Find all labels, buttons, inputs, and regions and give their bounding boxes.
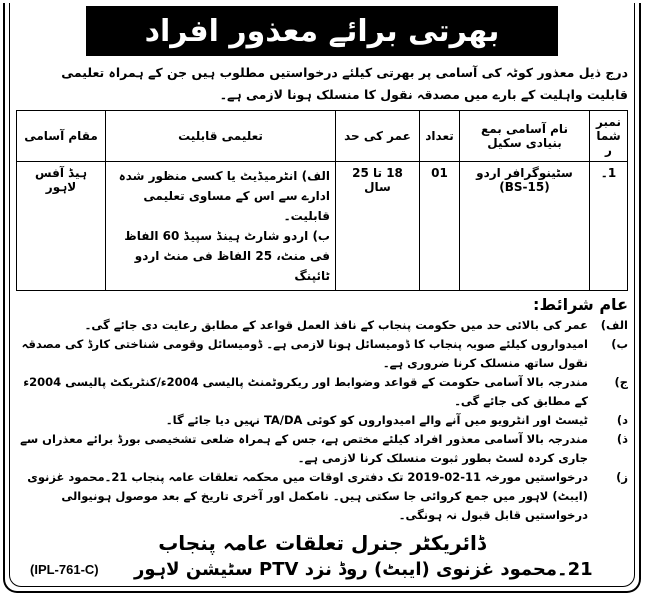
header-location: مقام آسامی <box>17 111 106 162</box>
ad-border <box>3 3 641 593</box>
header-serial: نمبر شمار <box>590 111 628 162</box>
cell-serial: 1۔ <box>590 162 628 291</box>
table-row <box>17 162 628 291</box>
vacancy-table <box>16 110 628 291</box>
condition-item <box>16 373 628 411</box>
signature-title: ڈائریکٹر جنرل تعلقات عامہ پنجاب <box>158 531 486 555</box>
qualification-b: ب) اردو شارٹ ہینڈ سپیڈ 60 الفاظ فی منٹ، 25 الفاظ فی منٹ اردو ٹائپنگ <box>124 229 330 283</box>
header-qualification: تعلیمی قابلیت <box>106 111 336 162</box>
table-header-row <box>17 111 628 162</box>
condition-item <box>16 316 628 335</box>
qualification-a: الف) انٹرمیڈیٹ یا کسی منظور شدہ ادارے سے اس کے مساوی تعلیمی قابلیت۔ <box>118 169 330 223</box>
condition-text: امیدواروں کیلئے صوبہ پنجاب کا ڈومیسائل ہونا لازمی ہے۔ ڈومیسائل وقومی شناختی کارڈ کی مصدقہ نقول ساتھ منسلک کرنا ضروری ہے۔ <box>21 337 588 370</box>
cell-count: 01 <box>420 162 460 291</box>
ad-inner-border <box>9 3 635 587</box>
ad-title: بھرتی برائے معذور افراد <box>86 6 558 56</box>
condition-label: ب) <box>611 337 628 351</box>
header-count: تعداد <box>420 111 460 162</box>
header-post: نام آسامی بمع بنیادی سکیل <box>460 111 590 162</box>
condition-item <box>16 430 628 468</box>
condition-text: مندرجہ بالا آسامی حکومت کے قواعد وضوابط اور ریکروٹمنٹ پالیسی 2004ء/کنٹریکٹ پالیسی 2004ء کے مطابق کی جائے گی۔ <box>23 375 588 408</box>
cell-qualification <box>106 162 336 291</box>
general-conditions <box>16 295 628 525</box>
condition-label: الف) <box>600 318 628 332</box>
condition-item <box>16 411 628 430</box>
condition-item <box>16 468 628 525</box>
footer-row <box>16 559 628 580</box>
condition-label: ذ) <box>616 432 628 446</box>
condition-text: مندرجہ بالا آسامی معذور افراد کیلئے مختص ہے، جس کے ہمراہ ضلعی تشخیصی بورڈ برائے معذراں سے جاری کردہ لسٹ بطور ثبوت منسلک کرنا لازمی ہے۔ <box>20 432 588 465</box>
cell-location: ہیڈ آفس لاہور <box>17 162 106 291</box>
condition-label: د) <box>616 413 628 427</box>
condition-text: ٹیسٹ اور انٹرویو میں آنے والے امیدواروں کو کوئی TA/DA نہیں دیا جائے گا۔ <box>165 413 588 427</box>
intro-text: درج ذیل معذور کوٹہ کی آسامی پر بھرتی کیلئے درخواستیں مطلوب ہیں جن کے ہمراہ تعلیمی قابلیت واہلیت کے بارے میں مصدقہ نقول کا منسلک ہونا لازمی ہے۔ <box>61 65 628 102</box>
condition-text: درخواستیں مورخہ 11-02-2019 تک دفتری اوقات میں محکمہ تعلقات عامہ پنجاب 21۔محمود غزنوی (ایبٹ) لاہور میں جمع کروائی جا سکتی ہیں۔ نامکمل اور آخری تاریخ کے بعد موصول ہونیوالی درخواستیں قابل قبول نہ ہونگی۔ <box>27 470 588 522</box>
condition-label: ج) <box>614 375 628 389</box>
cell-post: سٹینوگرافر اردو (BS-15) <box>460 162 590 291</box>
signature-address: 21۔محمود غزنوی (ایبٹ) روڈ نزد PTV سٹیشن لاہور <box>133 559 593 580</box>
reference-code: (IPL-761-C) <box>30 562 99 577</box>
conditions-heading: عام شرائط: <box>533 295 628 314</box>
condition-text: عمر کی بالائی حد میں حکومت پنجاب کے نافذ العمل قواعد کے مطابق رعایت دی جائے گی۔ <box>84 318 588 332</box>
cell-age: 18 تا 25 سال <box>336 162 420 291</box>
condition-label: ز) <box>616 470 628 484</box>
condition-item <box>16 335 628 373</box>
header-age: عمر کی حد <box>336 111 420 162</box>
